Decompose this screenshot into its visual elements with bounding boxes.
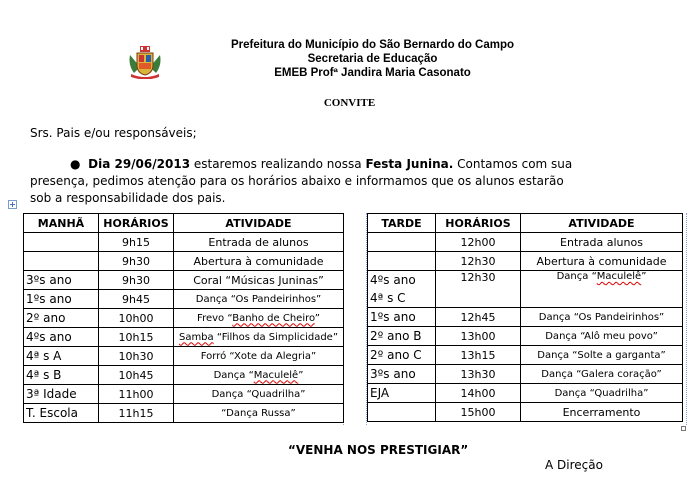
time-cell: 11h00: [99, 385, 174, 404]
time-cell: 13h15: [436, 346, 521, 365]
activity-cell: Dança “Maculelê”: [174, 366, 344, 385]
table-header-row: [368, 214, 683, 233]
table-row: [24, 271, 344, 290]
column-header: ATIVIDADE: [174, 214, 344, 233]
group-cell: 4ª s B: [24, 366, 99, 385]
activity-cell: “Dança Russa”: [174, 404, 344, 423]
activity-cell: Frevo “Banho de Cheiro”: [174, 309, 344, 328]
signature: A Direção: [545, 458, 603, 472]
group-cell: 2º ano B: [368, 327, 436, 346]
table-row: [368, 384, 683, 403]
group-cell: [368, 403, 436, 422]
morning-schedule-table: [23, 213, 344, 423]
time-cell: 9h15: [99, 233, 174, 252]
time-cell: 12h30: [436, 271, 521, 308]
column-header: HORÁRIOS: [99, 214, 174, 233]
column-header: HORÁRIOS: [436, 214, 521, 233]
group-cell: [368, 252, 436, 271]
activity-cell: Dança “Quadrilha”: [174, 385, 344, 404]
table-resize-handle-icon[interactable]: [681, 426, 686, 431]
activity-cell: Dança “Os Pandeirinhos”: [174, 290, 344, 309]
event-date: Dia 29/06/2013: [88, 157, 191, 171]
table-row: [368, 233, 683, 252]
spellcheck-underline: Maculelê: [596, 271, 642, 282]
table-gap-gridline: [686, 213, 687, 425]
group-cell: 4ª s C: [368, 289, 436, 308]
activity-cell: Dança “Quadrilha”: [521, 384, 683, 403]
bullet-icon: ●: [70, 157, 81, 171]
group-cell: 2º ano C: [368, 346, 436, 365]
time-cell: 9h30: [99, 271, 174, 290]
table-header-row: [24, 214, 344, 233]
table-move-handle-icon[interactable]: [8, 200, 17, 209]
time-cell: 12h45: [436, 308, 521, 327]
group-cell: 1ºs ano: [24, 290, 99, 309]
time-cell: 15h00: [436, 403, 521, 422]
spellcheck-underline: Banho de Cheiro: [232, 312, 315, 324]
time-cell: 12h00: [436, 233, 521, 252]
group-cell: [24, 233, 99, 252]
activity-cell: Entrada de alunos: [174, 233, 344, 252]
table-row: [368, 327, 683, 346]
activity-cell: Forró “Xote da Alegria”: [174, 347, 344, 366]
table-row: [24, 309, 344, 328]
time-cell: 12h30: [436, 252, 521, 271]
group-cell: [24, 252, 99, 271]
time-cell: 10h45: [99, 366, 174, 385]
table-row: [368, 271, 683, 290]
time-cell: 10h15: [99, 328, 174, 347]
group-cell: 3ºs ano: [368, 365, 436, 384]
column-header: ATIVIDADE: [521, 214, 683, 233]
table-row: [24, 385, 344, 404]
activity-cell: Encerramento: [521, 403, 683, 422]
group-cell: 2º ano: [24, 309, 99, 328]
slogan: “VENHA NOS PRESTIGIAR”: [288, 443, 469, 457]
group-cell: EJA: [368, 384, 436, 403]
time-cell: 13h30: [436, 365, 521, 384]
table-row: [24, 347, 344, 366]
column-header: MANHÃ: [24, 214, 99, 233]
table-row: [24, 328, 344, 347]
page-title: CONVITE: [323, 97, 376, 109]
group-cell: 4ºs ano: [368, 271, 436, 290]
group-cell: [368, 233, 436, 252]
activity-cell: Dança “Os Pandeirinhos”: [521, 308, 683, 327]
group-cell: 4ºs ano: [24, 328, 99, 347]
activity-cell: Coral “Músicas Juninas”: [174, 271, 344, 290]
time-cell: 14h00: [436, 384, 521, 403]
table-row: [368, 365, 683, 384]
afternoon-schedule-table: [367, 213, 683, 422]
table-row: [24, 366, 344, 385]
group-cell: 1ºs ano: [368, 308, 436, 327]
column-header: TARDE: [368, 214, 436, 233]
greeting: Srs. Pais e/ou responsáveis;: [30, 126, 197, 140]
table-row: [24, 404, 344, 423]
spellcheck-underline: Samba: [178, 331, 214, 343]
paragraph-line-3: sob a responsabilidade dos pais.: [30, 191, 226, 205]
group-cell: 3ª Idade: [24, 385, 99, 404]
table-row: [368, 308, 683, 327]
paragraph-text: estaremos realizando nossa: [190, 157, 366, 171]
coat-of-arms-icon: [126, 45, 164, 79]
activity-cell: Dança “Solte a garganta”: [521, 346, 683, 365]
activity-cell: Entrada alunos: [521, 233, 683, 252]
table-row: [368, 346, 683, 365]
group-cell: 3ºs ano: [24, 271, 99, 290]
time-cell: 9h45: [99, 290, 174, 309]
table-row: [24, 252, 344, 271]
activity-cell: Abertura à comunidade: [521, 252, 683, 271]
time-cell: 10h30: [99, 347, 174, 366]
activity-cell: Samba “Filhos da Simplicidade”: [174, 328, 344, 347]
table-row: [368, 403, 683, 422]
table-row: [24, 290, 344, 309]
paragraph-line-1: [70, 156, 572, 173]
activity-cell: Abertura à comunidade: [174, 252, 344, 271]
group-cell: T. Escola: [24, 404, 99, 423]
time-cell: 11h15: [99, 404, 174, 423]
header-line-school: EMEB Profª Jandira Maria Casonato: [274, 67, 471, 79]
time-cell: 13h00: [436, 327, 521, 346]
event-name: Festa Junina.: [365, 157, 454, 171]
header-line-municipality: Prefeitura do Município do São Bernardo do Campo: [230, 39, 515, 51]
paragraph-line-2: presença, pedimos atenção para os horários abaixo e informamos que os alunos estarão: [30, 174, 564, 188]
spellcheck-underline: Maculelê: [253, 369, 299, 381]
table-row: [368, 252, 683, 271]
paragraph-text: Contamos com sua: [453, 157, 573, 171]
header-line-secretariat: Secretaria de Educação: [307, 53, 438, 65]
time-cell: 10h00: [99, 309, 174, 328]
activity-cell: Dança “Maculelê”: [521, 271, 683, 308]
activity-cell: Dança “Galera coração”: [521, 365, 683, 384]
time-cell: 9h30: [99, 252, 174, 271]
group-cell: 4ª s A: [24, 347, 99, 366]
activity-cell: Dança “Alô meu povo”: [521, 327, 683, 346]
table-row: [24, 233, 344, 252]
